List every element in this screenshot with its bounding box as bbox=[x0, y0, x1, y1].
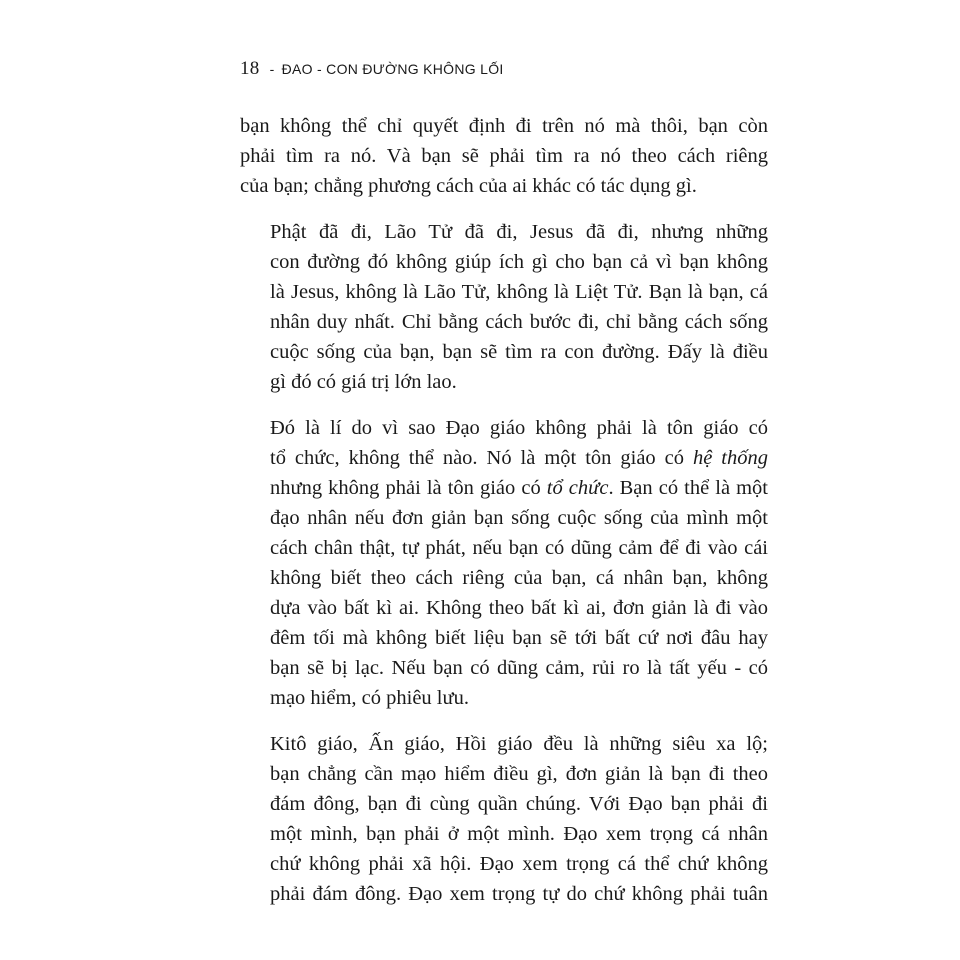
text-line: phải tìm ra nó. Và bạn sẽ phải tìm ra nó theo cách riêng bbox=[240, 145, 768, 167]
header-separator: - bbox=[269, 61, 275, 77]
text-line: nhân duy nhất. Chỉ bằng cách bước đi, chỉ bằng cách sống bbox=[270, 311, 768, 333]
text-line: một mình, bạn phải ở một mình. Đạo xem trọng cá nhân bbox=[270, 823, 768, 845]
text-line: không biết theo cách riêng của bạn, cá nhân bạn, không bbox=[270, 567, 768, 589]
page-number: 18 bbox=[240, 58, 260, 79]
text-segment: . Bạn có thể là một bbox=[608, 477, 769, 499]
body-text bbox=[240, 111, 768, 925]
text-line: đám đông, bạn đi cùng quần chúng. Với Đạo bạn phải đi bbox=[270, 793, 768, 815]
text-line: bạn chẳng cần mạo hiểm điều gì, đơn giản là bạn đi theo bbox=[270, 763, 768, 785]
text-line: gì đó có giá trị lớn lao. bbox=[270, 371, 457, 393]
text-line: của bạn; chẳng phương cách của ai khác có tác dụng gì. bbox=[240, 175, 697, 197]
text-line: mạo hiểm, có phiêu lưu. bbox=[270, 687, 469, 709]
text-line: bạn sẽ bị lạc. Nếu bạn có dũng cảm, rủi ro là tất yếu - có bbox=[270, 657, 768, 679]
text-line: con đường đó không giúp ích gì cho bạn cả vì bạn không bbox=[270, 251, 768, 273]
text-line: Đó là lí do vì sao Đạo giáo không phải là tôn giáo có bbox=[270, 417, 768, 439]
paragraph-3 bbox=[240, 413, 768, 713]
paragraph-4 bbox=[240, 729, 768, 909]
text-line: đạo nhân nếu đơn giản bạn sống cuộc sống của mình một bbox=[270, 507, 768, 529]
text-line: đêm tối mà không biết liệu bạn sẽ tới bất cứ nơi đâu hay bbox=[270, 627, 768, 649]
text-line: cách chân thật, tự phát, nếu bạn có dũng cảm để đi vào cái bbox=[270, 537, 768, 559]
paragraph-2 bbox=[240, 217, 768, 397]
paragraph-1 bbox=[240, 111, 768, 201]
text-line: cuộc sống của bạn, bạn sẽ tìm ra con đường. Đấy là điều bbox=[270, 341, 768, 363]
italic-term: tổ chức bbox=[546, 477, 609, 499]
running-title: ĐAO - CON ĐƯỜNG KHÔNG LỐI bbox=[281, 61, 504, 77]
text-line: dựa vào bất kì ai. Không theo bất kì ai, đơn giản là đi vào bbox=[270, 597, 768, 619]
text-line-with-italic bbox=[240, 473, 768, 503]
text-line: bạn không thể chỉ quyết định đi trên nó mà thôi, bạn còn bbox=[240, 115, 768, 137]
running-header bbox=[240, 58, 504, 80]
text-segment: tổ chức, không thể nào. Nó là một tôn giáo có bbox=[270, 447, 693, 469]
text-line: Phật đã đi, Lão Tử đã đi, Jesus đã đi, nhưng những bbox=[270, 221, 768, 243]
text-line-with-italic bbox=[240, 443, 768, 473]
text-line: là Jesus, không là Lão Tử, không là Liệt Tử. Bạn là bạn, cá bbox=[270, 281, 768, 303]
text-segment: nhưng không phải là tôn giáo có bbox=[270, 477, 547, 499]
italic-term: hệ thống bbox=[692, 447, 768, 469]
text-line: Kitô giáo, Ấn giáo, Hồi giáo đều là những siêu xa lộ; bbox=[270, 733, 768, 755]
text-line: phải đám đông. Đạo xem trọng tự do chứ không phải tuân bbox=[270, 883, 768, 905]
text-line: chứ không phải xã hội. Đạo xem trọng cá thể chứ không bbox=[270, 853, 768, 875]
